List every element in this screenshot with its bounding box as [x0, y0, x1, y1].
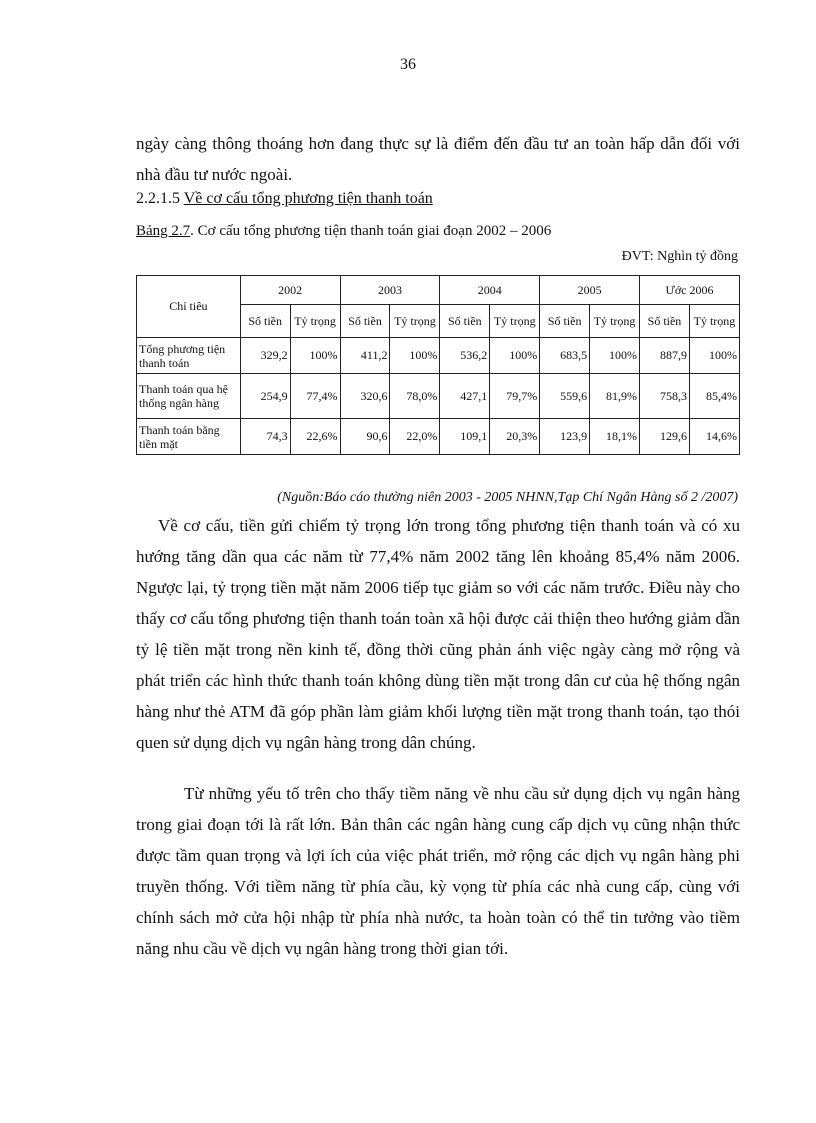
sub-amount-header: Số tiền — [440, 305, 490, 338]
table-cell: 85,4% — [689, 374, 739, 419]
year-header: 2003 — [340, 276, 440, 305]
table-cell: 79,7% — [490, 374, 540, 419]
table-row — [137, 374, 740, 419]
table-cell: 81,9% — [590, 374, 640, 419]
table-header-row — [137, 276, 740, 305]
table-cell: 100% — [390, 338, 440, 374]
table-cell: 20,3% — [490, 419, 540, 455]
table-cell: 100% — [689, 338, 739, 374]
table-cell: 320,6 — [340, 374, 390, 419]
table-cell: 758,3 — [640, 374, 690, 419]
source-note: (Nguồn:Báo cáo thường niên 2003 - 2005 NHNN,Tạp Chí Ngân Hàng số 2 /2007) — [277, 490, 738, 505]
section-title: Về cơ cấu tổng phương tiện thanh toán — [183, 190, 433, 207]
table-cell: 100% — [290, 338, 340, 374]
body-paragraph: Từ những yếu tố trên cho thấy tiềm năng về nhu cầu sử dụng dịch vụ ngân hàng trong giai đoạn tới là rất lớn. Bản thân các ngân hàng cung cấp dịch vụ cũng nhận thức được tầm quan trọng và lợi ích của việc phát triển, mở rộng các dịch vụ ngân hàng phi truyền thống. Với tiềm năng từ phía cầu, kỳ vọng từ phía các nhà cung cấp, cùng với chính sách mở cửa hội nhập từ phía nhà nước, ta hoàn toàn có thể tin tưởng vào tiềm năng nhu cầu về dịch vụ ngân hàng trong thời gian tới. — [136, 784, 740, 958]
table-cell: 329,2 — [240, 338, 290, 374]
table-cell: 22,0% — [390, 419, 440, 455]
row-label: Thanh toán bằng tiền mặt — [137, 419, 241, 455]
table-caption — [136, 223, 551, 240]
table-cell: 14,6% — [689, 419, 739, 455]
sub-amount-header: Số tiền — [240, 305, 290, 338]
table-cell: 536,2 — [440, 338, 490, 374]
table-cell: 100% — [490, 338, 540, 374]
table-row — [137, 338, 740, 374]
sub-share-header: Tỷ trọng — [490, 305, 540, 338]
sub-amount-header: Số tiền — [540, 305, 590, 338]
body-paragraph: Về cơ cấu, tiền gửi chiếm tỷ trọng lớn trong tổng phương tiện thanh toán và có xu hướng tăng dần qua các năm từ 77,4% năm 2002 tăng lên khoảng 85,4% năm 2006. Ngược lại, tỷ trọng tiền mặt năm 2006 tiếp tục giảm so với các năm trước. Điều này cho thấy cơ cấu tổng phương tiện thanh toán toàn xã hội được cải thiện theo hướng giảm dần tỷ lệ tiền mặt trong nền kinh tế, đồng thời cũng phản ánh việc ngày càng mở rộng và phát triển các hình thức thanh toán không dùng tiền mặt trong dân cư của hệ thống ngân hàng như thẻ ATM đã góp phần làm giảm khối lượng tiền mặt trong thanh toán, tạo thói quen sử dụng dịch vụ ngân hàng trong dân chúng. — [136, 516, 740, 752]
table-row — [137, 419, 740, 455]
year-header: 2004 — [440, 276, 540, 305]
table-cell: 254,9 — [240, 374, 290, 419]
page-number: 36 — [400, 56, 416, 73]
row-label: Tổng phương tiện thanh toán — [137, 338, 241, 374]
table-cell: 100% — [590, 338, 640, 374]
sub-share-header: Tỷ trọng — [290, 305, 340, 338]
table-cell: 109,1 — [440, 419, 490, 455]
table-cell: 18,1% — [590, 419, 640, 455]
table-cell: 22,6% — [290, 419, 340, 455]
table-cell: 123,9 — [540, 419, 590, 455]
intro-paragraph: ngày càng thông thoáng hơn đang thực sự là điểm đến đầu tư an toàn hấp dẫn đối với nhà đầu tư nước ngoài. — [136, 134, 740, 184]
sub-amount-header: Số tiền — [640, 305, 690, 338]
table-cell: 427,1 — [440, 374, 490, 419]
table-caption-label: Bảng 2.7 — [136, 223, 191, 239]
row-header-cell: Chỉ tiêu — [137, 276, 241, 338]
sub-share-header: Tỷ trọng — [590, 305, 640, 338]
table-cell: 129,6 — [640, 419, 690, 455]
table-cell: 683,5 — [540, 338, 590, 374]
unit-note: ĐVT: Nghìn tỷ đồng — [621, 249, 738, 264]
year-header: 2005 — [540, 276, 640, 305]
table-cell: 559,6 — [540, 374, 590, 419]
sub-amount-header: Số tiền — [340, 305, 390, 338]
table-cell: 887,9 — [640, 338, 690, 374]
year-header: Ước 2006 — [640, 276, 740, 305]
row-label: Thanh toán qua hệ thống ngân hàng — [137, 374, 241, 419]
table-cell: 411,2 — [340, 338, 390, 374]
sub-share-header: Tỷ trọng — [689, 305, 739, 338]
year-header: 2002 — [240, 276, 340, 305]
table-cell: 77,4% — [290, 374, 340, 419]
section-heading — [136, 190, 433, 208]
sub-share-header: Tỷ trọng — [390, 305, 440, 338]
table-cell: 78,0% — [390, 374, 440, 419]
section-number: 2.2.1.5 — [136, 190, 180, 207]
table-cell: 74,3 — [240, 419, 290, 455]
table-cell: 90,6 — [340, 419, 390, 455]
table-caption-text: . Cơ cấu tổng phương tiện thanh toán giai đoạn 2002 – 2006 — [190, 223, 552, 239]
payment-structure-table — [136, 275, 740, 455]
